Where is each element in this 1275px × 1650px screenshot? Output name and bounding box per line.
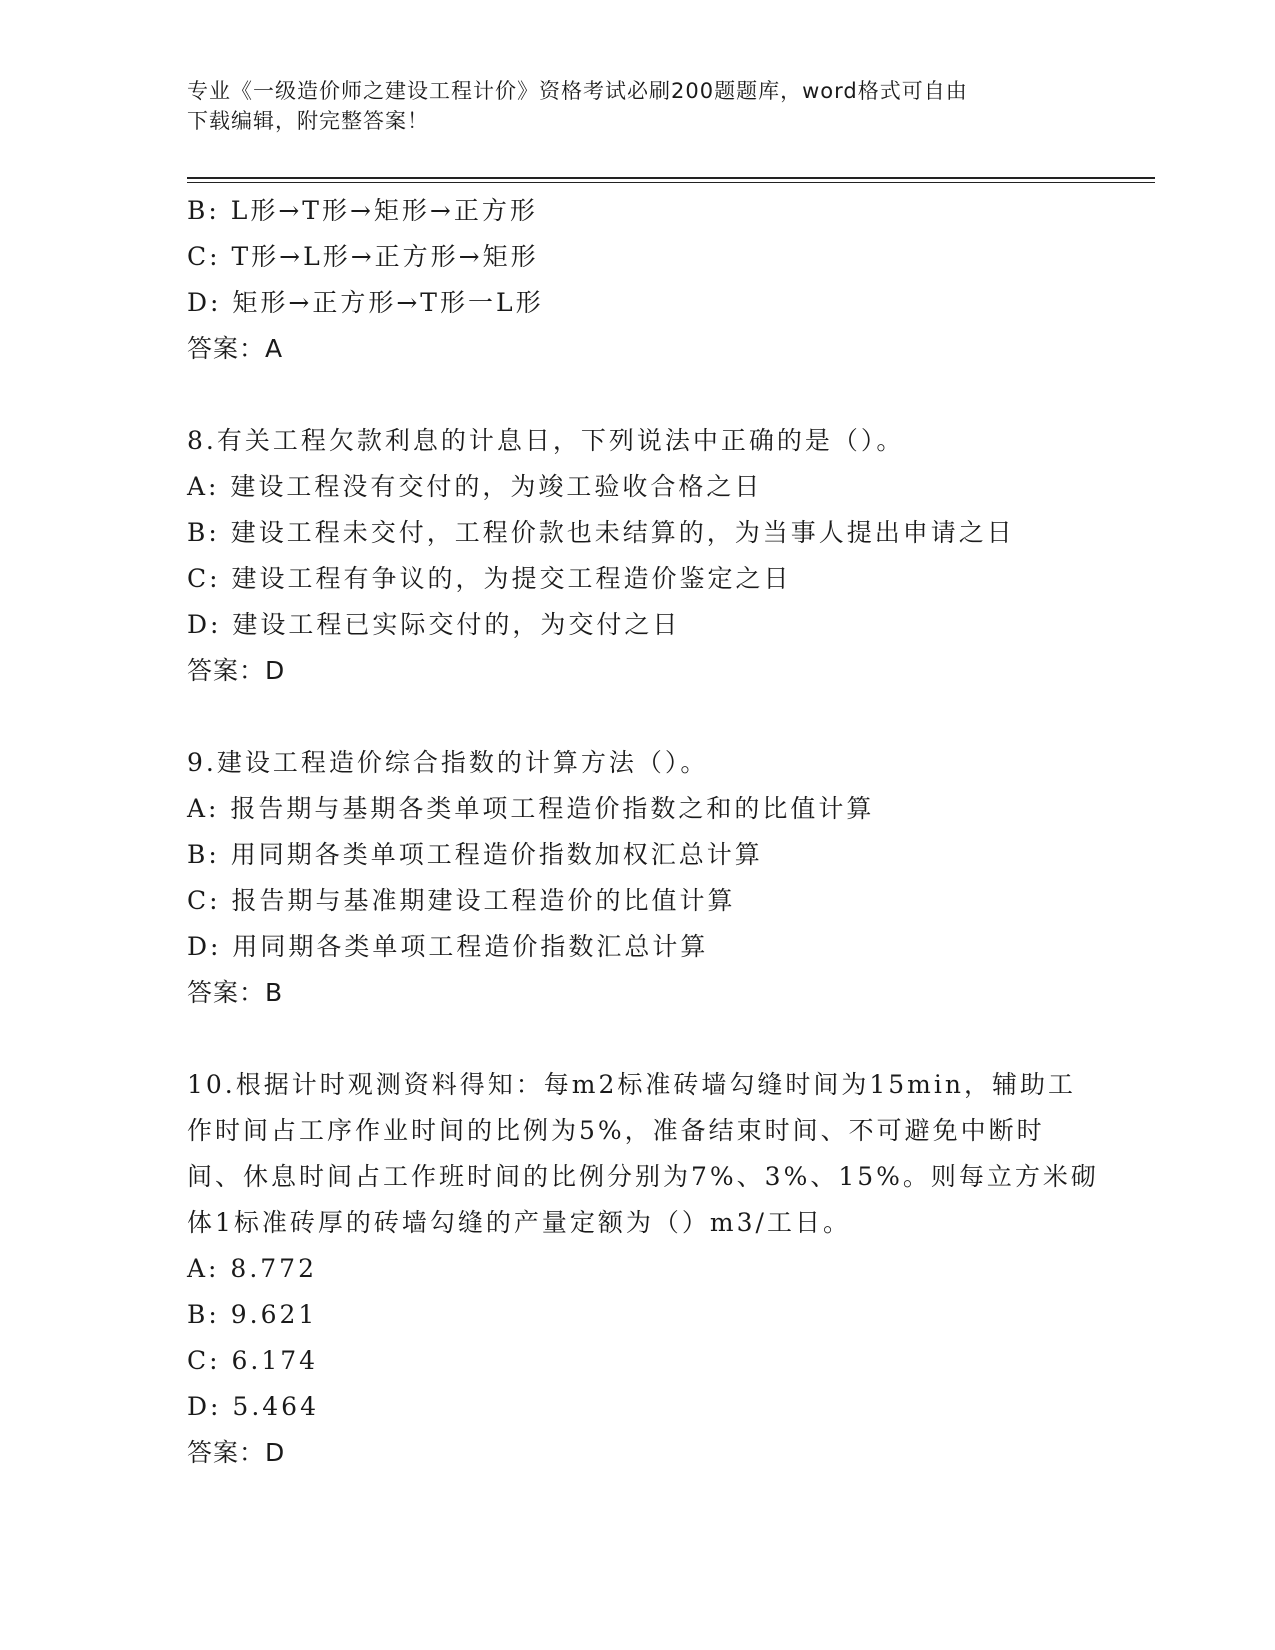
option-b: B: 建设工程未交付，工程价款也未结算的，为当事人提出申请之日 — [187, 518, 1015, 547]
option-d: D: 用同期各类单项工程造价指数汇总计算 — [187, 932, 709, 961]
option-c: C: 建设工程有争议的，为提交工程造价鉴定之日 — [187, 564, 792, 593]
answer: 答案：D — [187, 1438, 286, 1467]
question-text-line-4: 体1标准砖厚的砖墙勾缝的产量定额为（）m3/工日。 — [187, 1208, 851, 1237]
option-a: A: 建设工程没有交付的，为竣工验收合格之日 — [187, 472, 763, 501]
answer: 答案：A — [187, 334, 284, 363]
spacer — [187, 1016, 1087, 1062]
question-text: 9.建设工程造价综合指数的计算方法（）。 — [187, 748, 709, 777]
header-divider-thick — [187, 177, 1155, 179]
question-10 — [187, 1062, 1099, 1476]
question-9 — [187, 740, 1087, 1016]
question-text-line-1: 10.根据计时观测资料得知：每m2标准砖墙勾缝时间为15min，辅助工 — [187, 1070, 1076, 1099]
option-d: D: 5.464 — [187, 1392, 319, 1421]
document-body — [187, 188, 1099, 1476]
option-d: D: 建设工程已实际交付的，为交付之日 — [187, 610, 681, 639]
header-line-1: 专业《一级造价师之建设工程计价》资格考试必刷200题题库，word格式可自由 — [187, 79, 968, 103]
option-c: C: 6.174 — [187, 1346, 319, 1375]
question-8 — [187, 418, 1087, 694]
spacer — [187, 372, 1087, 418]
page-header — [187, 76, 1087, 136]
option-c: C: T形→L形→正方形→矩形 — [187, 242, 539, 271]
question-text-line-2: 作时间占工序作业时间的比例为5%，准备结束时间、不可避免中断时 — [187, 1116, 1045, 1145]
question-text-line-3: 间、休息时间占工作班时间的比例分别为7%、3%、15%。则每立方米砌 — [187, 1162, 1099, 1191]
answer: 答案：D — [187, 656, 286, 685]
spacer — [187, 694, 1087, 740]
question-text: 8.有关工程欠款利息的计息日，下列说法中正确的是（）。 — [187, 426, 905, 455]
option-b: B: 9.621 — [187, 1300, 318, 1329]
option-a: A: 8.772 — [187, 1254, 317, 1283]
option-b: B: 用同期各类单项工程造价指数加权汇总计算 — [187, 840, 763, 869]
answer: 答案：B — [187, 978, 284, 1007]
header-line-2: 下载编辑，附完整答案！ — [187, 109, 429, 133]
option-c: C: 报告期与基准期建设工程造价的比值计算 — [187, 886, 736, 915]
option-a: A: 报告期与基期各类单项工程造价指数之和的比值计算 — [187, 794, 875, 823]
option-d: D: 矩形→正方形→T形一L形 — [187, 288, 544, 317]
question-7-partial — [187, 188, 1087, 372]
header-divider-thin — [187, 182, 1155, 183]
option-b: B: L形→T形→矩形→正方形 — [187, 196, 538, 225]
